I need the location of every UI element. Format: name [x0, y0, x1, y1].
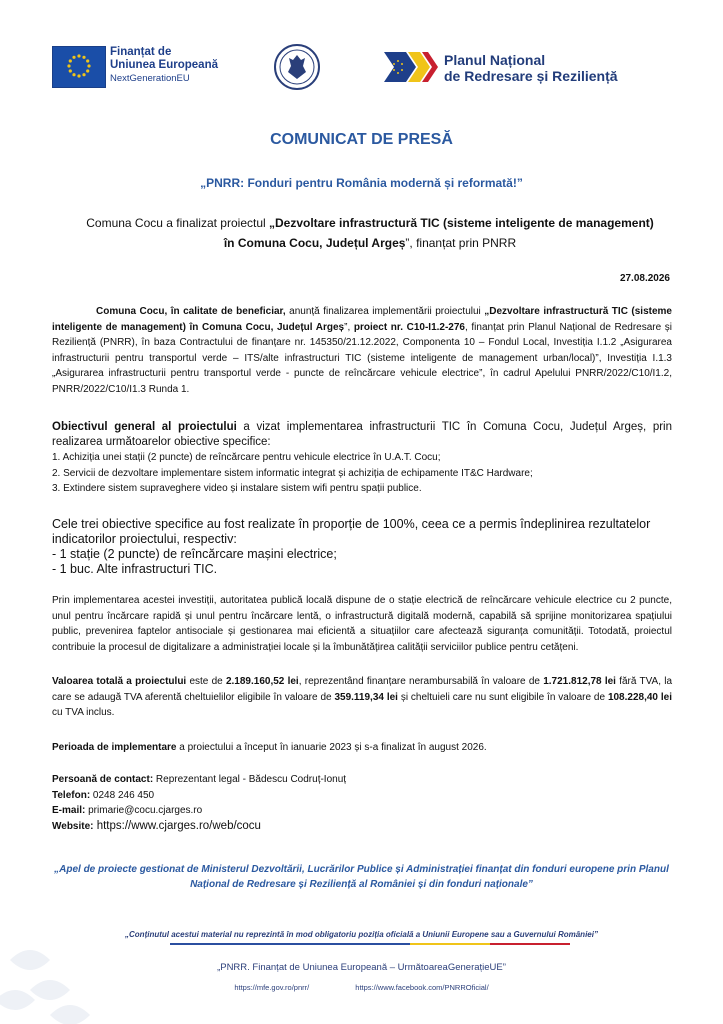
list-item: 1. Achiziția unei stații (2 puncte) de reîncărcare pentru vehicule electrice în U.A.T. Cocu; — [52, 452, 441, 463]
p4-bold-5: 108.228,40 lei — [607, 691, 672, 703]
p4-bold-4: 359.119,34 lei — [334, 691, 398, 703]
paragraph-impact: Prin implementarea acestei investiții, autoritatea publică locală dispune de o stație electrică de reîncărcare vehicule electrice cu 2 puncte, unul pentru încărcare rapidă și unul pentru încărcare lentă, o infrastructură digitală modernă, capabilă să sprijine monitorizarea spațiului public, prevenirea faptelor antisociale și gestionarea mai eficientă a situațiilor care afectează siguranța comunității. Totodată, proiectul contribuie la procesul de digitalizare a administrației locale și la îmbunătățirea calității serviciilor publice pentru cetățeni. — [52, 595, 672, 653]
p1-text-3: , finanțat prin Planul Național de Redresare și Reziliență (PNRR), în baza Contractului de finanțare nr. 145350/21.12.2022, Componenta 10 – Fondul Local, Investiția I.1.2 „Asigurarea infrastructurii pentru transportul verde – ITS/alte infrastructuri TIC (sisteme inteligente de management urban/local)”, Investiția I.1.3 „Asigurarea infrastructurii pentru transportul verde - puncte de reîncărcare vehicule electrice”, în cadrul Apelului PNRR/2022/C10/I1.2, PNRR/2022/C10/I1.3 Runda 1. — [52, 321, 673, 395]
intro-project-name: „Dezvoltare infrastructură TIC (sisteme inteligente de management) în Comuna Cocu, Județul Argeș — [223, 216, 654, 250]
p4-bold-2: 2.189.160,52 lei — [225, 676, 299, 687]
contact-person-value: Reprezentant legal - Bădescu Codruț-Ionuț — [153, 774, 347, 785]
footer-rule-yellow — [410, 943, 490, 945]
objectives-lead-rest: a vizat implementarea infrastructurii TIC în Comuna Cocu, Județul Argeș, prin realizarea următoarelor obiective specifice: — [52, 421, 672, 448]
pnrr-label-line1: Planul Național — [444, 52, 546, 68]
p1-text-1: anunță finalizarea implementării proiectului — [285, 306, 485, 317]
contact-email — [52, 803, 672, 819]
objectives-lead-bold: Obiectivul general al proiectului — [52, 421, 237, 433]
p4-text-2: , reprezentând finanțare nerambursabilă în valoare de — [298, 676, 544, 687]
p1-bold-1: Comuna Cocu, în calitate de beneficiar, — [96, 306, 286, 317]
document-subtitle: „PNRR: Fonduri pentru România modernă și reformată!” — [200, 176, 523, 190]
contact-phone-value: 0248 246 450 — [90, 789, 155, 801]
contact-website-label: Website: — [52, 820, 94, 832]
eu-label-line3: NextGenerationEU — [110, 73, 190, 84]
pnrr-label-line2: de Redresare și Reziliență — [444, 68, 618, 84]
contact-phone — [52, 788, 672, 804]
guvernul-romaniei-seal-icon — [274, 44, 320, 90]
list-item: 2. Servicii de dezvoltare implementare sistem informatic integrat și achiziția de echipamente IT&C Hardware; — [52, 467, 533, 479]
objectives-list — [52, 450, 672, 497]
footer-links — [0, 983, 723, 992]
p1-text-2: ”, — [344, 321, 354, 333]
contact-email-value[interactable]: primarie@cocu.cjarges.ro — [85, 805, 203, 816]
p4-text-5: cu TVA inclus. — [52, 707, 115, 718]
intro-pre: Comuna Cocu a finalizat proiectul — [86, 216, 269, 230]
p4-text-4: și cheltuieli care nu sunt eligibile în valoare de — [397, 691, 608, 703]
p1-bold-3: proiect nr. C10-I1.2-276 — [353, 321, 465, 333]
contact-website — [52, 819, 672, 835]
footer-rule-blue — [170, 943, 410, 945]
p4-bold-3: 1.721.812,78 lei — [543, 676, 616, 687]
pnrr-label — [444, 52, 664, 84]
paragraph-period — [52, 740, 672, 756]
footer-link-mfe[interactable]: https://mfe.gov.ro/pnrr/ — [234, 983, 310, 992]
contact-phone-label: Telefon: — [52, 789, 91, 801]
intro-post: ”, finanțat prin PNRR — [405, 236, 517, 250]
footer-slogan: „PNRR. Finanțat de Uniunea Europeană – UrmătoareaGenerațieUE” — [217, 962, 506, 973]
p1-bold-2: „Dezvoltare infrastructură TIC (sisteme inteligente de management) în Comuna Cocu, Județul Argeș — [52, 306, 672, 333]
p4-text-1: este de — [186, 676, 226, 687]
pnrr-logo-icon — [384, 52, 438, 82]
intro-statement — [80, 213, 660, 253]
contact-website-link[interactable]: https://www.cjarges.ro/web/cocu — [93, 819, 261, 832]
contact-email-label: E-mail: — [52, 805, 86, 816]
p5-text-1: a proiectului a început în ianuarie 2023 și s-a finalizat în august 2026. — [176, 742, 487, 753]
footer-rule-red — [490, 943, 570, 945]
objectives-lead — [52, 420, 672, 450]
contact-person-label: Persoană de contact: — [52, 774, 154, 785]
disclaimer-text: „Conținutul acestui material nu reprezintă în mod obligatoriu poziția oficială a Uniunii Europene sau a Guvernului României” — [125, 930, 598, 939]
list-item: 3. Extindere sistem supraveghere video și instalare sistem wifi pentru spații publice. — [52, 483, 422, 494]
paragraph-value — [52, 674, 672, 721]
press-date: 27.08.2026 — [619, 273, 670, 284]
contact-block — [52, 772, 672, 834]
results-line: Cele trei obiective specifice au fost realizate în proporție de 100%, ceea ce a permis îndeplinirea rezultatelor indicatorilor proiectului, respectiv: — [52, 517, 651, 546]
eu-label-line2: Uniunea Europeană — [110, 59, 218, 71]
p4-text-3: fără TVA, la care se adaugă TVA aferentă cheltuielilor eligibile în valoare de — [52, 676, 673, 703]
list-item: - 1 stație (2 puncte) de reîncărcare mașini electrice; — [52, 547, 337, 561]
p5-bold-1: Perioada de implementare — [52, 742, 177, 753]
eu-label-line1: Finanțat de — [110, 46, 172, 58]
footer-link-facebook[interactable]: https://www.facebook.com/PNRROficial/ — [355, 983, 489, 992]
contact-person — [52, 772, 672, 788]
p4-bold-1: Valoarea totală a proiectului — [52, 676, 187, 687]
eu-funding-label — [110, 46, 230, 85]
list-item: - 1 buc. Alte infrastructuri TIC. — [52, 562, 218, 576]
paragraph-objectives — [52, 420, 672, 497]
paragraph-results — [52, 517, 672, 577]
call-statement: „Apel de proiecte gestionat de Ministerul Dezvoltării, Lucrărilor Publice și Administrației finanțat din fonduri europene prin Planul Național de Redresare și Reziliență al României și din fonduri naționale” — [54, 864, 669, 890]
paragraph-beneficiary — [52, 304, 672, 397]
eu-flag-icon — [52, 46, 106, 88]
document-title: COMUNICAT DE PRESĂ — [270, 131, 453, 148]
